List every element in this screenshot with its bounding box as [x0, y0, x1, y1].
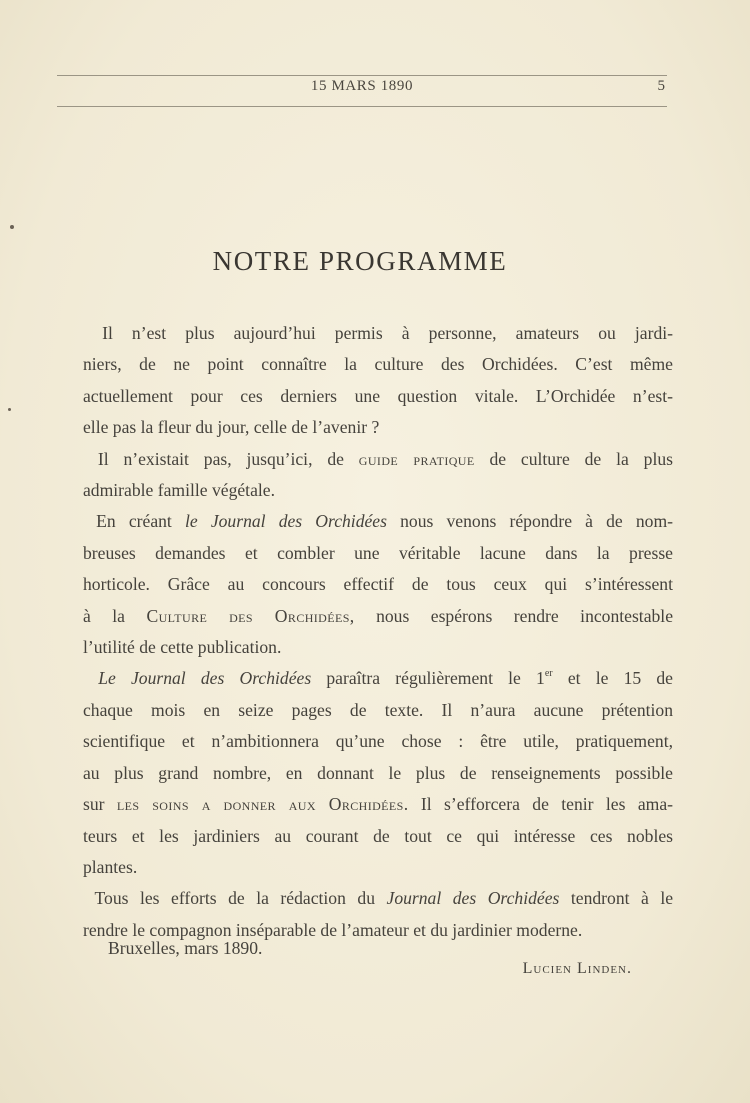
text-line: au plus grand nombre, en donnant le plus de renseignements possible — [83, 762, 673, 783]
text-line: sur les soins a donner aux Orchidées. Il s’efforcera de tenir les ama- — [83, 794, 673, 815]
text-line: chaque mois en seize pages de texte. Il n’aura aucune prétention — [83, 699, 673, 720]
header-rule-bottom — [57, 106, 667, 107]
text-line: horticole. Grâce au concours effectif de tous ceux qui s’intéressent — [83, 574, 673, 595]
paragraph-4 — [83, 663, 673, 883]
text-line: Tous les efforts de la rédaction du Journal des Orchidées tendront à le — [94, 888, 673, 909]
paragraph-3 — [83, 506, 673, 663]
ink-speck — [8, 408, 11, 411]
text-line: Il n’est plus aujourd’hui permis à personne, amateurs ou jardi- — [102, 323, 673, 343]
text-line: Il n’existait pas, jusqu’ici, de guide pratique de culture de la plus — [97, 448, 673, 469]
paragraph-5 — [83, 883, 673, 946]
text-line: En créant le Journal des Orchidées nous venons répondre à de nom- — [96, 511, 673, 532]
article-title: NOTRE PROGRAMME — [212, 246, 508, 276]
paragraph-2 — [83, 444, 673, 507]
text-line: admirable famille végétale. — [83, 480, 275, 501]
author-signature: Lucien Linden. — [522, 960, 632, 977]
text-line: à la Culture des Orchidées, nous espérons rendre incontestable — [83, 605, 673, 626]
text-line: niers, de ne point connaître la culture des Orchidées. C’est même — [83, 354, 673, 375]
text-line: actuellement pour ces derniers une question vitale. L’Orchidée n’est- — [83, 385, 673, 406]
text-line: breuses demandes et combler une véritable lacune dans la presse — [83, 542, 673, 563]
text-line: plantes. — [83, 856, 138, 877]
running-header — [57, 78, 667, 102]
text-line: scientifique et n’ambitionnera qu’une chose : être utile, pratiquement, — [83, 731, 673, 752]
text-line: l’utilité de cette publication. — [83, 637, 282, 658]
paragraph-1 — [83, 318, 673, 444]
article-body — [83, 318, 673, 946]
text-line: rendre le compagnon inséparable de l’amateur et du jardinier moderne. — [83, 919, 583, 940]
text-line: Le Journal des Orchidées paraîtra régulièrement le 1er et le 15 de — [98, 668, 673, 689]
header-rule-top — [57, 75, 667, 76]
text-line: teurs et les jardiniers au courant de tout ce qui intéresse ces nobles — [83, 825, 673, 846]
dateline: Bruxelles, mars 1890. — [108, 938, 263, 958]
page-number: 5 — [657, 78, 665, 94]
text-line: elle pas la fleur du jour, celle de l’avenir ? — [83, 417, 380, 438]
ink-speck — [10, 225, 14, 229]
header-date: 15 MARS 1890 — [310, 78, 414, 94]
